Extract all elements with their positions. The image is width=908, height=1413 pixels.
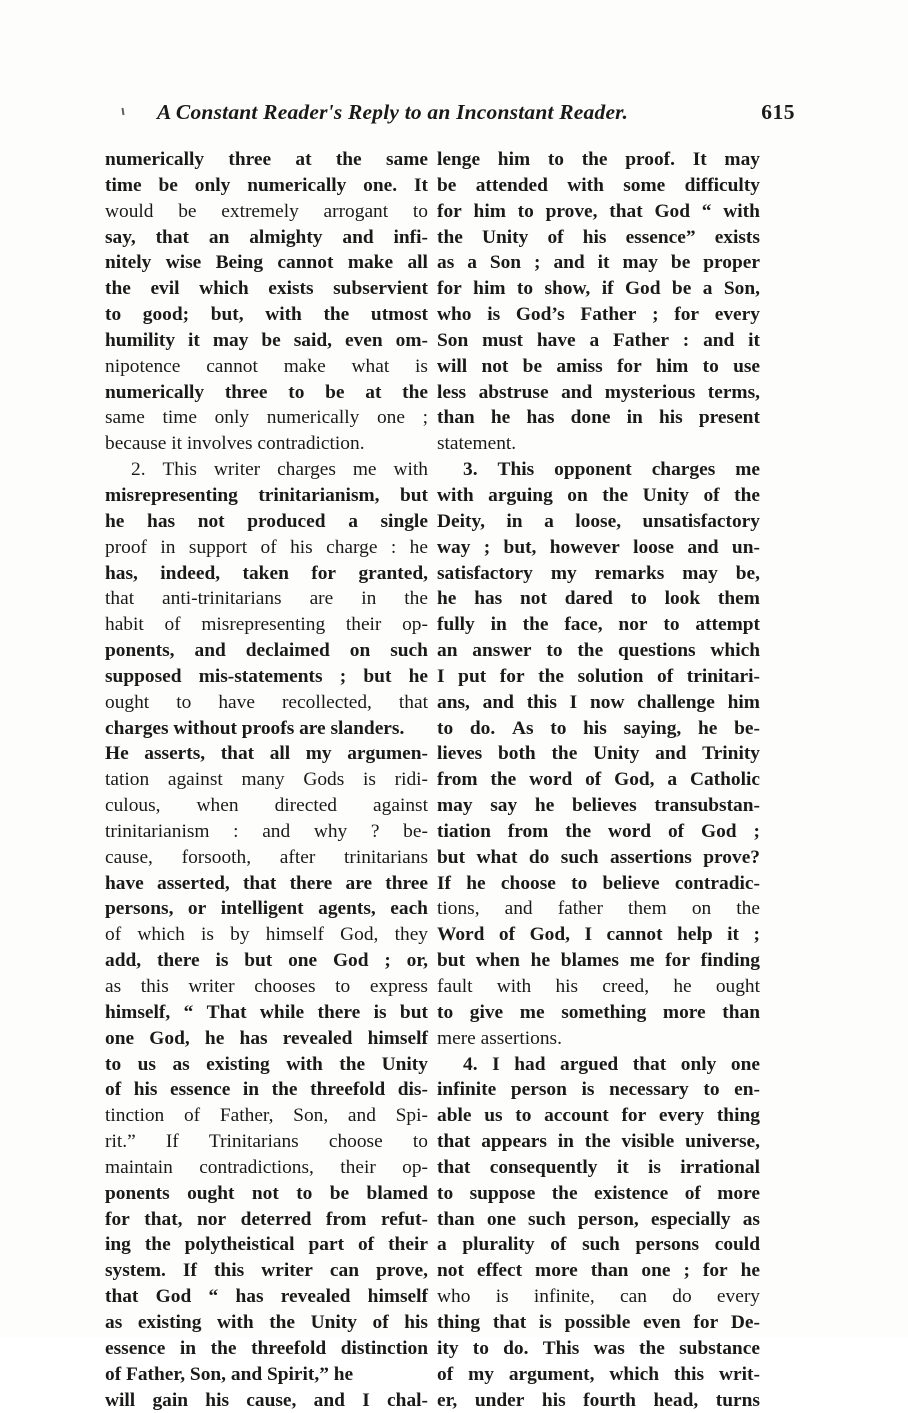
text-line: to suppose the existence of more — [437, 1181, 760, 1207]
text-line: nipotence cannot make what is — [105, 354, 428, 380]
text-line: ans, and this I now challenge him — [437, 690, 760, 716]
text-line: to do. As to his saying, he be- — [437, 716, 760, 742]
text-line: supposed mis-statements ; but he — [105, 664, 428, 690]
text-line: ponents, and declaimed on such — [105, 638, 428, 664]
text-line: than one such person, especially as — [437, 1207, 760, 1233]
text-line: numerically three to be at the — [105, 380, 428, 406]
text-line: for him to show, if God be a Son, — [437, 276, 760, 302]
text-line: ponents ought not to be blamed — [105, 1181, 428, 1207]
text-line: If he choose to believe contradic- — [437, 871, 760, 897]
text-line: Word of God, I cannot help it ; — [437, 922, 760, 948]
text-line: system. If this writer can prove, — [105, 1258, 428, 1284]
text-line: able us to account for every thing — [437, 1103, 760, 1129]
text-line: ought to have recollected, that — [105, 690, 428, 716]
text-column-left — [105, 147, 428, 1413]
text-line: himself, “ That while there is but — [105, 1000, 428, 1026]
text-line: charges without proofs are slanders. — [105, 716, 428, 742]
text-line: tiation from the word of God ; — [437, 819, 760, 845]
text-line: proof in support of his charge : he — [105, 535, 428, 561]
text-line: nitely wise Being cannot make all — [105, 250, 428, 276]
text-line: one God, he has revealed himself — [105, 1026, 428, 1052]
text-line: rit.” If Trinitarians choose to — [105, 1129, 428, 1155]
text-line: tions, and father them on the — [437, 896, 760, 922]
text-line: be attended with some difficulty — [437, 173, 760, 199]
text-line: than he has done in his present — [437, 405, 760, 431]
text-line: tinction of Father, Son, and Spi- — [105, 1103, 428, 1129]
text-line: thing that is possible even for De- — [437, 1310, 760, 1336]
text-line: the Unity of his essence” exists — [437, 225, 760, 251]
text-line: humility it may be said, even om- — [105, 328, 428, 354]
text-line: essence in the threefold distinction — [105, 1336, 428, 1362]
text-line: not effect more than one ; for he — [437, 1258, 760, 1284]
page-number: 615 — [761, 100, 795, 125]
text-line: add, there is but one God ; or, — [105, 948, 428, 974]
text-line: to give me something more than — [437, 1000, 760, 1026]
text-column-right — [437, 147, 760, 1413]
text-line: but when he blames me for finding — [437, 948, 760, 974]
text-line: as a Son ; and it may be proper — [437, 250, 760, 276]
text-line: less abstruse and mysterious terms, — [437, 380, 760, 406]
text-line: as existing with the Unity of his — [105, 1310, 428, 1336]
text-line: er, under his fourth head, turns — [437, 1388, 760, 1413]
text-line: that appears in the visible universe, — [437, 1129, 760, 1155]
scan-speck — [122, 108, 125, 115]
text-line: may say he believes transubstan- — [437, 793, 760, 819]
text-line: ing the polytheistical part of their — [105, 1232, 428, 1258]
text-line: persons, or intelligent agents, each — [105, 896, 428, 922]
text-line: cause, forsooth, after trinitarians — [105, 845, 428, 871]
text-line: fault with his creed, he ought — [437, 974, 760, 1000]
text-line: who is infinite, can do every — [437, 1284, 760, 1310]
text-line: 4. I had argued that only one — [437, 1052, 760, 1078]
text-line: same time only numerically one ; — [105, 405, 428, 431]
text-line: will gain his cause, and I chal- — [105, 1388, 428, 1413]
text-line: but what do such assertions prove? — [437, 845, 760, 871]
text-line: as this writer chooses to express — [105, 974, 428, 1000]
text-line: say, that an almighty and infi- — [105, 225, 428, 251]
text-line: tation against many Gods is ridi- — [105, 767, 428, 793]
text-line: from the word of God, a Catholic — [437, 767, 760, 793]
text-line: Son must have a Father : and it — [437, 328, 760, 354]
text-line: that consequently it is irrational — [437, 1155, 760, 1181]
text-line: to good; but, with the utmost — [105, 302, 428, 328]
text-line: numerically three at the same — [105, 147, 428, 173]
text-line: with arguing on the Unity of the — [437, 483, 760, 509]
text-line: trinitarianism : and why ? be- — [105, 819, 428, 845]
text-line: for that, nor deterred from refut- — [105, 1207, 428, 1233]
text-line: 2. This writer charges me with — [105, 457, 428, 483]
text-line: have asserted, that there are three — [105, 871, 428, 897]
text-line: has, indeed, taken for granted, — [105, 561, 428, 587]
text-line: who is God’s Father ; for every — [437, 302, 760, 328]
text-line: will not be amiss for him to use — [437, 354, 760, 380]
text-line: because it involves contradiction. — [105, 431, 428, 457]
text-line: lenge him to the proof. It may — [437, 147, 760, 173]
text-line: statement. — [437, 431, 760, 457]
text-line: of his essence in the threefold dis- — [105, 1077, 428, 1103]
text-line: satisfactory my remarks may be, — [437, 561, 760, 587]
text-line: would be extremely arrogant to — [105, 199, 428, 225]
text-line: he has not produced a single — [105, 509, 428, 535]
text-line: of my argument, which this writ- — [437, 1362, 760, 1388]
text-line: mere assertions. — [437, 1026, 760, 1052]
text-line: fully in the face, nor to attempt — [437, 612, 760, 638]
text-line: that God “ has revealed himself — [105, 1284, 428, 1310]
text-line: lieves both the Unity and Trinity — [437, 741, 760, 767]
text-line: time be only numerically one. It — [105, 173, 428, 199]
text-line: for him to prove, that God “ with — [437, 199, 760, 225]
text-line: to us as existing with the Unity — [105, 1052, 428, 1078]
text-line: ity to do. This was the substance — [437, 1336, 760, 1362]
running-head — [105, 100, 795, 132]
text-line: maintain contradictions, their op- — [105, 1155, 428, 1181]
text-line: I put for the solution of trinitari- — [437, 664, 760, 690]
text-line: that anti-trinitarians are in the — [105, 586, 428, 612]
text-line: infinite person is necessary to en- — [437, 1077, 760, 1103]
text-line: an answer to the questions which — [437, 638, 760, 664]
text-line: misrepresenting trinitarianism, but — [105, 483, 428, 509]
page-title: A Constant Reader's Reply to an Inconstant Reader. — [157, 100, 628, 125]
text-line: of Father, Son, and Spirit,” he — [105, 1362, 428, 1388]
text-line: the evil which exists subservient — [105, 276, 428, 302]
text-line: He asserts, that all my argumen- — [105, 741, 428, 767]
text-line: a plurality of such persons could — [437, 1232, 760, 1258]
text-line: culous, when directed against — [105, 793, 428, 819]
text-line: habit of misrepresenting their op- — [105, 612, 428, 638]
text-line: of which is by himself God, they — [105, 922, 428, 948]
text-line: he has not dared to look them — [437, 586, 760, 612]
text-line: way ; but, however loose and un- — [437, 535, 760, 561]
text-line: Deity, in a loose, unsatisfactory — [437, 509, 760, 535]
text-line: 3. This opponent charges me — [437, 457, 760, 483]
